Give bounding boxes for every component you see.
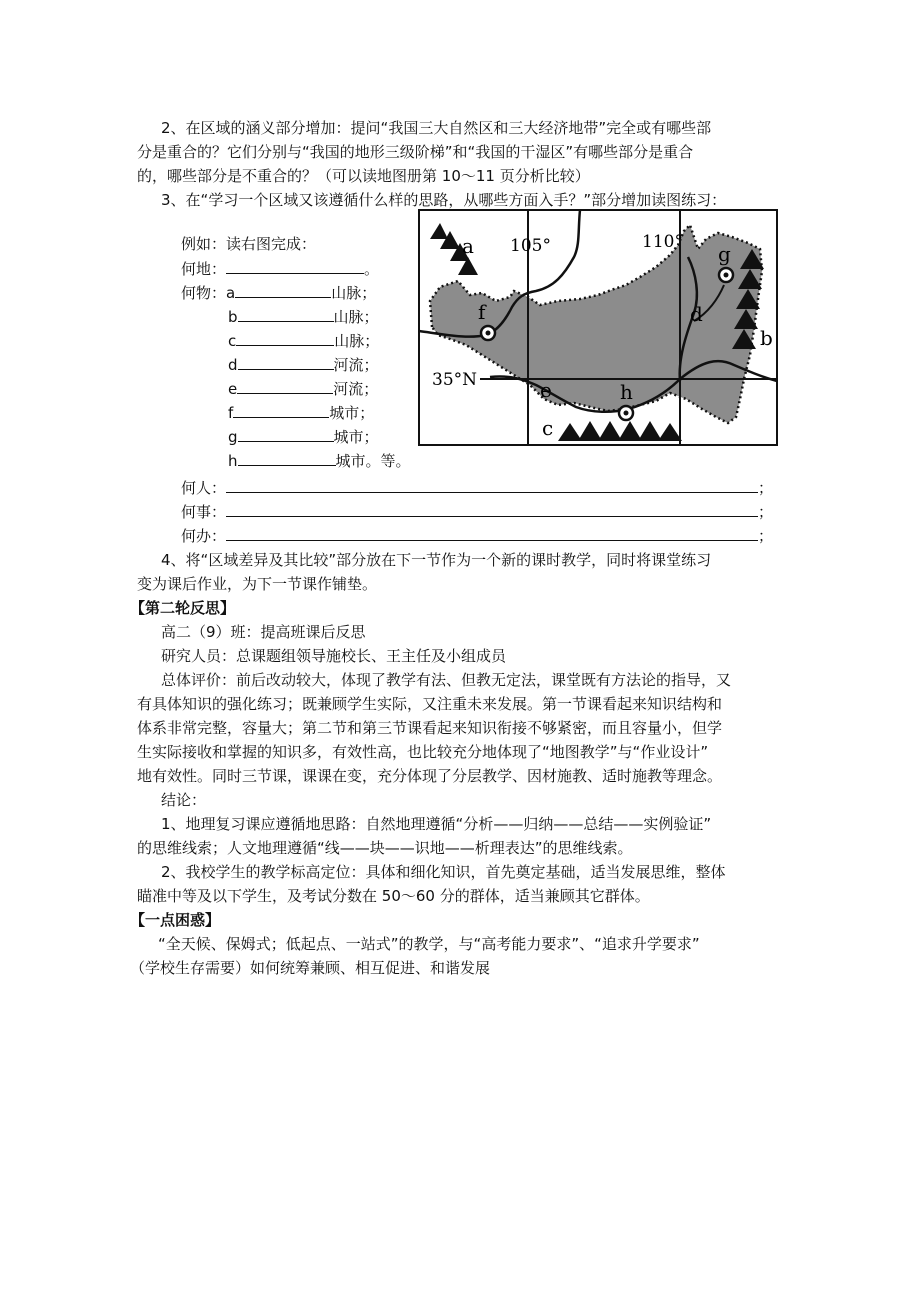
conclusion-1-line-1: 1、地理复习课应遵循地思路：自然地理遵循“分析——归纳——总结——实例验证” [161,815,712,833]
who-row [181,476,773,500]
item-blank[interactable] [237,377,333,394]
paragraph-4-line-2: 变为课后作业，为下一节课作铺垫。 [137,575,378,593]
region-map [418,209,778,446]
round2-class-line: 高二（9）班：提高班课后反思 [161,623,366,641]
item-letter: h [228,452,238,470]
what-row-c [228,329,379,353]
lat-35n-label: 35°N [432,370,478,390]
conclusion-2-line-1: 2、我校学生的教学标高定位：具体和细化知识，首先奠定基础，适当发展思维，整体 [161,863,726,881]
evaluation-line-5: 地有效性。同时三节课，课课在变，充分体现了分层教学、因材施教、适时施教等理念。 [137,767,723,785]
puzzle-line-1: “全天候、保姆式；低起点、一站式”的教学，与“高考能力要求”、“追求升学要求” [158,935,700,953]
item-letter: a [226,284,236,302]
item-blank[interactable] [238,305,334,322]
what-label: 何物： [181,284,227,302]
paragraph-2-line-3: 的，哪些部分是不重合的？（可以读地图册第 10～11 页分析比较） [137,167,590,185]
event-label: 何事： [181,503,227,521]
evaluation-line-1: 总体评价：前后改动较大，体现了教学有法、但教无定法，课堂既有方法论的指导，又 [161,671,732,689]
how-label: 何办： [181,527,227,545]
round2-staff-line: 研究人员：总课题组领导施校长、王主任及小组成员 [161,647,507,665]
item-letter: f [228,404,234,422]
line-end: ； [758,527,774,545]
what-row-b [228,305,379,329]
where-row [181,257,379,281]
label-c: c [542,416,554,440]
what-row-f [228,401,374,425]
line-end: ； [758,479,774,497]
label-e: e [540,378,552,402]
exercise-intro: 例如：读右图完成： [181,235,317,253]
paragraph-2-line-1: 2、在区域的涵义部分增加：提问“我国三大自然区和三大经济地带”完全或有哪些部 [161,119,712,137]
label-f: f [478,300,486,324]
item-blank[interactable] [236,329,334,346]
what-row-e [228,377,378,401]
item-blank[interactable] [233,401,329,418]
round2-heading: 【第二轮反思】 [130,599,236,617]
item-blank[interactable] [238,353,334,370]
label-a: a [462,234,474,258]
label-d: d [690,302,703,326]
who-label: 何人： [181,479,227,497]
paragraph-4-line-1: 4、将“区域差异及其比较”部分放在下一节作为一个新的课时教学，同时将课堂练习 [161,551,712,569]
what-row-d [228,353,379,377]
how-blank[interactable] [226,524,758,541]
lon-110-label: 110° [642,232,683,252]
event-row [181,500,773,524]
item-blank[interactable] [235,281,331,298]
who-blank[interactable] [226,476,758,493]
where-label: 何地： [181,260,227,278]
item-blank[interactable] [238,449,336,466]
item-suffix: 城市； [329,404,375,422]
how-row [181,524,773,548]
conclusion-1-line-2: 的思维线索；人文地理遵循“线——块——识地——析理表达”的思维线索。 [137,839,633,857]
line-end: ； [758,503,774,521]
item-letter: d [228,356,238,374]
label-b: b [760,326,773,350]
item-suffix: 山脉； [333,308,379,326]
conclusion-label: 结论： [161,791,207,809]
where-end: 。 [364,260,380,278]
city-g [719,268,733,282]
lon-105-label: 105° [510,236,551,256]
paragraph-3-line-1: 3、在“学习一个区域又该遵循什么样的思路，从哪些方面入手？”部分增加读图练习： [161,191,727,209]
item-letter: g [228,428,238,446]
paragraph-2-line-2: 分是重合的？它们分别与“我国的地形三级阶梯”和“我国的干湿区”有哪些部分是重合 [137,143,694,161]
conclusion-2-line-2: 瞄准中等及以下学生，及考试分数在 50～60 分的群体，适当兼顾其它群体。 [137,887,650,905]
what-row-h [228,449,411,473]
what-row-a [181,281,376,305]
item-suffix: 河流； [333,356,379,374]
item-suffix: 城市； [333,428,379,446]
puzzle-heading: 【一点困惑】 [130,911,221,929]
item-suffix: 山脉； [334,332,380,350]
item-letter: e [228,380,238,398]
label-g: g [718,242,731,266]
event-blank[interactable] [226,500,758,517]
city-f [481,326,495,340]
evaluation-line-4: 生实际接收和掌握的知识多，有效性高，也比较充分地体现了“地图教学”与“作业设计” [137,743,709,761]
label-h: h [620,380,633,404]
item-suffix: 河流； [333,380,379,398]
item-suffix: 城市。等。 [335,452,411,470]
item-suffix: 山脉； [331,284,377,302]
item-letter: c [228,332,237,350]
puzzle-line-2: （学校生存需要）如何统筹兼顾、相互促进、和谐发展 [130,959,491,977]
evaluation-line-3: 体系非常完整，容量大；第二节和第三节课看起来知识衔接不够紧密，而且容量小，但学 [137,719,723,737]
evaluation-line-2: 有具体知识的强化练习；既兼顾学生实际，又注重未来发展。第一节课看起来知识结构和 [137,695,723,713]
item-letter: b [228,308,238,326]
where-blank[interactable] [226,257,364,274]
item-blank[interactable] [238,425,334,442]
city-h [619,406,633,420]
what-row-g [228,425,379,449]
